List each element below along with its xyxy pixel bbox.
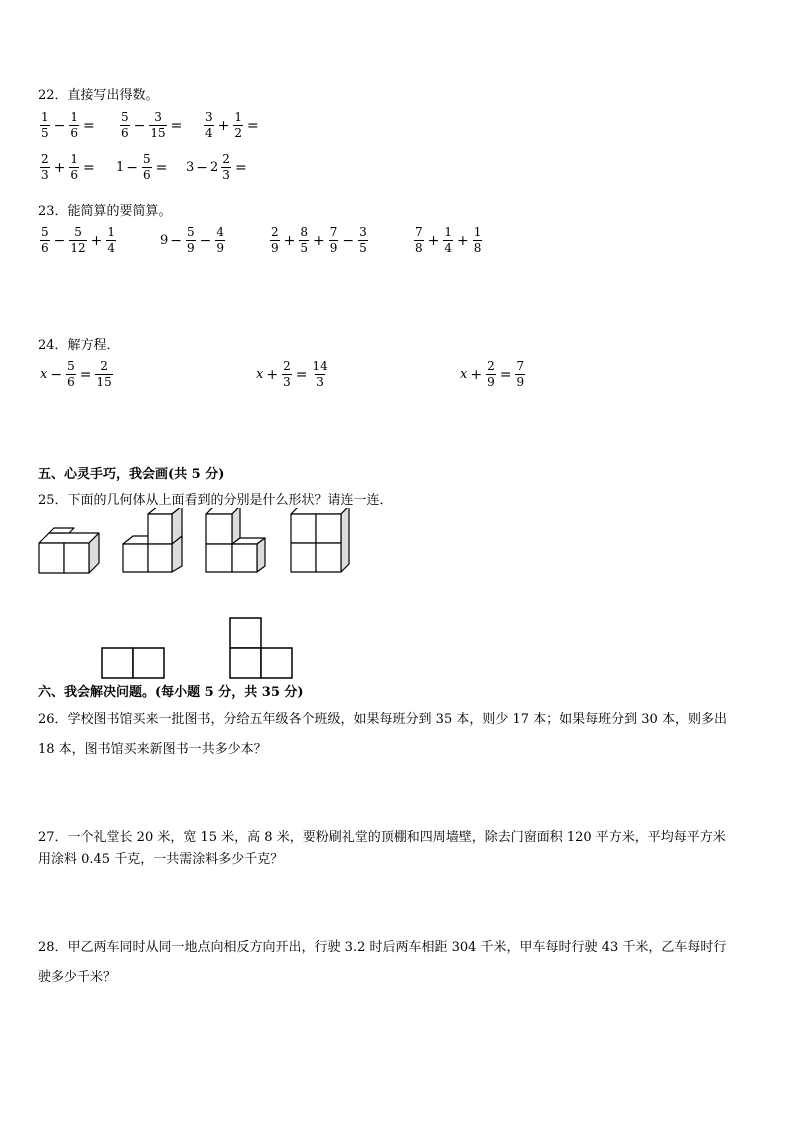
q23-heading: 23．能简算的要简算。 (38, 204, 172, 219)
section-6-title: 六、我会解决问题。(每小题 5 分，共 35 分) (38, 685, 304, 700)
fraction: $\frac{5}{12}$ (70, 225, 86, 255)
fraction: $\frac{5}{6}$ (121, 110, 129, 140)
q22-expr-5: 1 − $\frac{5}{6}$ = (116, 152, 168, 182)
fraction: $\frac{1}{8}$ (473, 225, 482, 255)
fraction: $\frac{1}{6}$ (70, 152, 79, 182)
fraction: $\frac{5}{6}$ (67, 359, 75, 389)
solid-4 (291, 508, 349, 572)
q23-expr-4: $\frac{7}{8}$ + $\frac{1}{4}$ + $\frac{1}{8}$ (415, 225, 482, 255)
q22-expr-2: $\frac{5}{6}$ − $\frac{3}{15}$ = (121, 110, 183, 140)
fraction: $\frac{3}{4}$ (205, 110, 213, 140)
q27-line-1: 27．一个礼堂长 20 米，宽 15 米，高 8 米，要粉刷礼堂的顶棚和四周墙壁，除去门窗面积 120 平方米，平均每平方米 (38, 830, 726, 845)
q24-heading: 24．解方程． (38, 338, 120, 353)
q22-expr-6: 3 − 2 $\frac{2}{3}$ = (186, 152, 247, 182)
fraction: $\frac{14}{3}$ (312, 359, 328, 389)
q22-expr-3: $\frac{3}{4}$ + $\frac{1}{2}$ = (205, 110, 259, 140)
fraction: $\frac{2}{9}$ (271, 225, 279, 255)
fraction: $\frac{2}{3}$ (283, 359, 291, 389)
q24-equation-3: x + $\frac{2}{9}$ = $\frac{7}{9}$ (460, 359, 525, 389)
q22-expr-4: $\frac{2}{3}$ + $\frac{1}{6}$ = (41, 152, 95, 182)
cube-solids-figure (34, 508, 364, 578)
fraction: $\frac{1}{4}$ (444, 225, 453, 255)
q23-expr-2: 9 − $\frac{5}{9}$ − $\frac{4}{9}$ (160, 225, 225, 255)
q26-line-2: 18 本，图书馆买来新图书一共多少本？ (38, 742, 267, 757)
fraction: $\frac{7}{8}$ (415, 225, 423, 255)
fraction: $\frac{1}{4}$ (107, 225, 116, 255)
q25-text: 25．下面的几何体从上面看到的分别是什么形状？请连一连． (38, 493, 393, 508)
top-views-figure (98, 616, 298, 682)
fraction: $\frac{3}{15}$ (150, 110, 166, 140)
q23-expr-3: $\frac{2}{9}$ + $\frac{8}{5}$ + $\frac{7}{9}$ − $\frac{3}{5}$ (271, 225, 367, 255)
q28-line-1: 28．甲乙两车同时从同一地点向相反方向开出，行驶 3.2 时后两车相距 304 千米，甲车每时行驶 43 千米，乙车每时行 (38, 940, 727, 955)
q24-equation-2: x + $\frac{2}{3}$ = $\frac{14}{3}$ (256, 359, 328, 389)
solid-3 (206, 508, 265, 572)
fraction: $\frac{5}{6}$ (143, 152, 151, 182)
fraction: $\frac{4}{9}$ (216, 225, 225, 255)
q22-expr-1: $\frac{1}{5}$ − $\frac{1}{6}$ = (41, 110, 95, 140)
solid-2 (123, 508, 182, 572)
section-5-title: 五、心灵手巧，我会画(共 5 分) (38, 467, 225, 482)
q27-line-2: 用涂料 0.45 千克，一共需涂料多少千克？ (38, 852, 284, 867)
fraction: $\frac{2}{3}$ (41, 152, 49, 182)
fraction: $\frac{7}{9}$ (516, 359, 525, 389)
fraction: $\frac{2}{15}$ (96, 359, 112, 389)
q23-expr-1: $\frac{5}{6}$ − $\frac{5}{12}$ + $\frac{1}{4}$ (41, 225, 116, 255)
fraction: $\frac{1}{5}$ (41, 110, 49, 140)
q22-heading: 22．直接写出得数。 (38, 88, 159, 103)
q24-equation-1: x − $\frac{5}{6}$ = $\frac{2}{15}$ (40, 359, 112, 389)
fraction: $\frac{2}{9}$ (487, 359, 495, 389)
fraction: $\frac{8}{5}$ (300, 225, 309, 255)
fraction: $\frac{5}{6}$ (41, 225, 49, 255)
fraction: $\frac{1}{2}$ (234, 110, 243, 140)
solid-1 (39, 528, 99, 573)
fraction: $\frac{2}{3}$ (222, 152, 230, 182)
fraction: $\frac{5}{9}$ (187, 225, 195, 255)
top-view-2 (230, 618, 292, 678)
q26-line-1: 26．学校图书馆买来一批图书，分给五年级各个班级，如果每班分到 35 本，则少 17 本；如果每班分到 30 本，则多出 (38, 712, 727, 727)
q28-line-2: 驶多少千米？ (38, 970, 117, 985)
top-view-1 (102, 648, 164, 678)
fraction: $\frac{7}{9}$ (329, 225, 338, 255)
fraction: $\frac{1}{6}$ (70, 110, 79, 140)
fraction: $\frac{3}{5}$ (359, 225, 367, 255)
